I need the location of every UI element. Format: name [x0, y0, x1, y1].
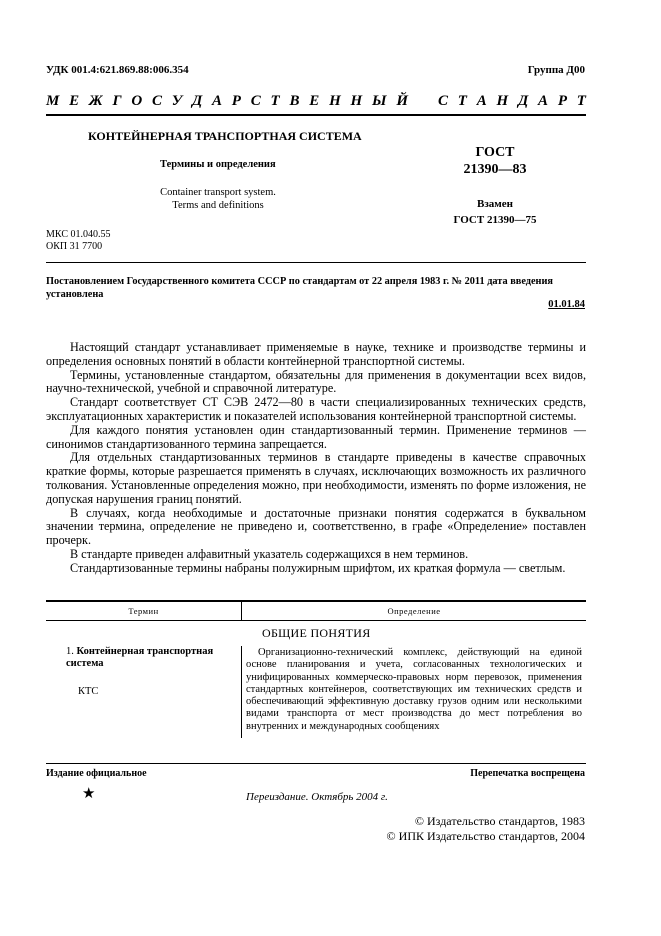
okp-code: ОКП 31 7700	[46, 241, 103, 252]
intro-paragraph: В случаях, когда необходимые и достаточные признаки понятия содержатся в буквальном значении термина, определение не приведено и, соответственно, в графе «Определение» поставлен прочерк.	[46, 505, 586, 548]
reissue-note: Переиздание. Октябрь 2004 г.	[246, 791, 388, 803]
banner-letter: Т	[457, 92, 467, 109]
banner-word-standard	[438, 93, 586, 110]
star-icon: ★	[82, 786, 96, 802]
banner-letter: Р	[557, 92, 567, 109]
english-title-line1: Container transport system.	[160, 187, 276, 198]
reprint-notice: Перепечатка воспрещена	[470, 768, 585, 779]
banner-letter: О	[131, 92, 143, 109]
udk-code: УДК 001.4:621.869.88:006.354	[46, 64, 189, 76]
standard-banner	[46, 91, 586, 111]
mks-code: МКС 01.040.55	[46, 229, 111, 240]
official-edition: Издание официальное	[46, 768, 147, 779]
doc-title: КОНТЕЙНЕРНАЯ ТРАНСПОРТНАЯ СИСТЕМА	[88, 129, 362, 143]
term-definition-cell	[246, 647, 582, 733]
section-heading: ОБЩИЕ ПОНЯТИЯ	[262, 626, 371, 640]
intro-paragraph: В стандарте приведен алфавитный указатель содержащихся в нем терминов.	[70, 546, 469, 561]
banner-letter: А	[212, 92, 223, 109]
banner-letter: С	[151, 92, 162, 109]
replaces-block	[430, 196, 560, 228]
codes-block	[46, 229, 110, 253]
banner-letter: У	[171, 92, 183, 109]
gost-number: 21390—83	[463, 162, 527, 177]
intro-paragraph: Стандартизованные термины набраны полужирным шрифтом, их краткая формула — светлым.	[70, 560, 566, 575]
term-name: Контейнерная транспортная система	[66, 646, 214, 669]
decree-text: Постановлением Государственного комитета СССР по стандартам от 22 апреля 1983 г. № 2011 дата введения установлена	[46, 276, 553, 300]
intro-paragraph: Настоящий стандарт устанавливает применяемые в науке, технике и производстве термины и определения основных понятий в области контейнерной транспортной системы.	[46, 340, 586, 368]
replaces-standard: ГОСТ 21390—75	[453, 214, 537, 226]
banner-letter: Д	[518, 92, 529, 109]
term-number: 1.	[66, 646, 74, 657]
banner-letter: Н	[329, 92, 341, 109]
copyright-1983: © Издательство стандартов, 1983	[414, 814, 585, 828]
header-column-divider	[241, 602, 242, 620]
banner-letter: Й	[396, 92, 408, 109]
copyright-2004: © ИПК Издательство стандартов, 2004	[386, 829, 585, 843]
banner-letter: С	[438, 92, 449, 109]
table-header-rule	[46, 620, 586, 621]
group-code: Группа Д00	[527, 64, 585, 76]
banner-letter: Т	[576, 92, 586, 109]
banner-letter: Т	[270, 92, 280, 109]
gost-designation	[440, 144, 550, 178]
intro-text	[46, 341, 586, 576]
term-definition: Организационно-технический комплекс, действующий на единой основе планирования и учета, согласованных технологических и унифицированных коммерческо-правовых норм перевозок, применения стандартных контейнеров, соответствующих им технических средств и обеспечивающий эффективную доставку грузов одним или несколькими видами транспорта от мест производства до мест потребления во внутренних и международных сообщениях	[246, 647, 582, 732]
replaces-label: Взамен	[477, 198, 513, 210]
intro-paragraph: Для отдельных стандартизованных терминов в стандарте приведены в качестве справочных краткие формы, которые разрешается применять в случаях, исключающих возможность их различного толкования. Установленные определения можно, при необходимости, изменять по форме изложения, не допуская нарушения границ понятий.	[46, 450, 586, 506]
column-header-definition: Определение	[387, 606, 441, 616]
term-short-form: КТС	[78, 686, 99, 697]
banner-letter: А	[538, 92, 549, 109]
banner-letter: М	[46, 92, 60, 109]
banner-letter: А	[476, 92, 487, 109]
banner-letter: Н	[496, 92, 509, 109]
gost-label: ГОСТ	[475, 145, 515, 160]
banner-letter: В	[289, 92, 300, 109]
column-header-term: Термин	[128, 606, 159, 616]
banner-word-interstate	[46, 93, 408, 110]
banner-letter: Ж	[88, 92, 103, 109]
banner-letter: Г	[112, 92, 122, 109]
banner-rule	[46, 114, 586, 116]
banner-letter: Ы	[372, 92, 387, 109]
english-title-line2: Terms and definitions	[172, 200, 264, 211]
footer-rule	[46, 763, 586, 764]
banner-letter: Д	[191, 92, 203, 109]
banner-letter: Р	[231, 92, 241, 109]
english-title	[110, 186, 326, 212]
table-header	[46, 602, 586, 620]
title-rule	[46, 262, 586, 263]
decree-date: 01.01.84	[548, 299, 585, 310]
body-column-divider	[241, 646, 242, 738]
intro-paragraph: Стандарт соответствует СТ СЭВ 2472—80 в части специализированных технических средств, эксплуатационных характеристик и показателей использования контейнерной транспортной системы.	[46, 395, 586, 423]
intro-paragraph: Для каждого понятия установлен один стандартизованный термин. Применение терминов — синонимов стандартизованного термина запрещается.	[46, 422, 586, 451]
banner-letter: Е	[309, 92, 320, 109]
banner-letter: С	[250, 92, 261, 109]
copyright-block	[387, 814, 585, 844]
doc-subtitle: Термины и определения	[160, 159, 276, 170]
banner-letter: Е	[69, 92, 80, 109]
table-row	[46, 646, 236, 698]
banner-letter: Н	[350, 92, 363, 109]
intro-paragraph: Термины, установленные стандартом, обязательны для применения в документации всех видов, научно-технической, учебной и справочной литературе.	[46, 367, 586, 396]
